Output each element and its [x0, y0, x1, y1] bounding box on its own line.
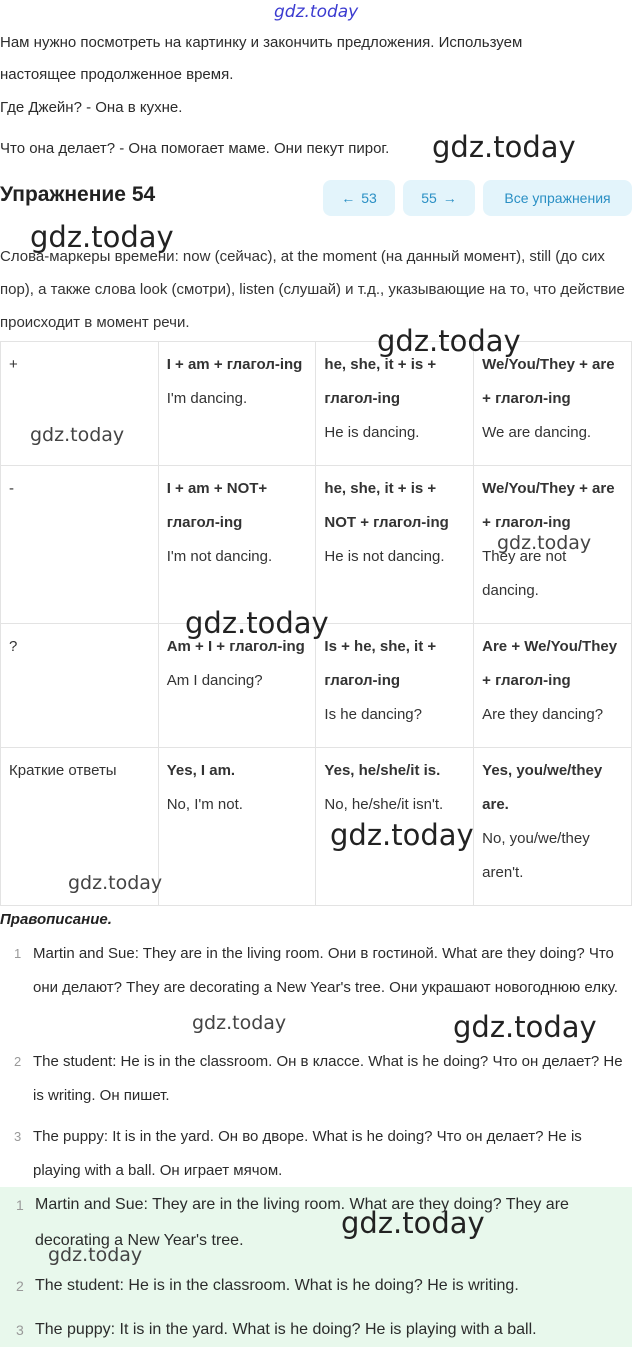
watermark: gdz.today: [48, 1244, 143, 1266]
row-label: Краткие ответы: [1, 748, 159, 906]
table-cell: Is + he, she, it + глагол-ing Is he dancing?: [316, 624, 474, 748]
item-number: 2: [14, 1054, 22, 1069]
list-item: [0, 1120, 632, 1188]
intro-line-4: Что она делает? - Она помогает маме. Они пекут пирог.: [0, 140, 390, 157]
table-cell: Are + We/You/They + глагол-ing Are they dancing?: [474, 624, 632, 748]
intro-line-3: Где Джейн? - Она в кухне.: [0, 99, 183, 116]
table-cell: Yes, you/we/they are. No, you/we/they aren't.: [474, 748, 632, 906]
watermark: gdz.today: [30, 220, 174, 254]
prev-exercise-label: 53: [361, 190, 377, 206]
table-cell: he, she, it + is + глагол-ing He is dancing.: [316, 342, 474, 466]
spelling-label: Правописание.: [0, 911, 112, 928]
table-cell: I + am + NOT+ глагол-ing I'm not dancing.: [158, 466, 316, 624]
table-cell: he, she, it + is + NOT + глагол-ing He is not dancing.: [316, 466, 474, 624]
table-cell: We/You/They + are + глагол-ing They are not dancing.: [474, 466, 632, 624]
all-exercises-button[interactable]: [483, 180, 632, 216]
arrow-left-icon: ←: [341, 190, 356, 206]
list-item: [0, 937, 632, 1005]
time-markers-text: Слова-маркеры времени: now (сейчас), at the moment (на данный момент), still (до сих пор), а также слова look (смотри), listen (слушай) и т.д., указывающие на то, что действие происходит в момент речи.: [0, 248, 625, 331]
table-cell: Yes, I am. No, I'm not.: [158, 748, 316, 906]
item-text: Martin and Sue: They are in the living room. Они в гостиной. What are they doing? Что они делают? They are decorating a New Year's tree. Они украшают новогоднюю елку.: [33, 945, 618, 996]
item-number: 3: [14, 1129, 22, 1144]
next-exercise-label: 55: [421, 190, 437, 206]
answer-number: 3: [16, 1322, 24, 1338]
intro-line-1: Нам нужно посмотреть на картинку и закончить предложения. Используем: [0, 34, 523, 51]
table-cell: Am + I + глагол-ing Am I dancing?: [158, 624, 316, 748]
table-cell: We/You/They + are + глагол-ing We are dancing.: [474, 342, 632, 466]
row-label: +: [1, 342, 159, 466]
row-label: -: [1, 466, 159, 624]
table-cell: Yes, he/she/it is. No, he/she/it isn't.: [316, 748, 474, 906]
answer-text: The student: He is in the classroom. What is he doing? He is writing.: [35, 1277, 519, 1294]
next-exercise-button[interactable]: [403, 180, 475, 216]
answer-number: 2: [16, 1278, 24, 1294]
answer-item: [0, 1268, 632, 1304]
row-label: ?: [1, 624, 159, 748]
answer-item: [0, 1312, 632, 1348]
item-number: 1: [14, 946, 22, 961]
table-row: [1, 342, 632, 466]
arrow-right-icon: →: [442, 190, 457, 206]
watermark: gdz.today: [497, 532, 592, 554]
watermark-top: gdz.today: [274, 2, 359, 22]
watermark: gdz.today: [377, 324, 521, 358]
list-item: [0, 1045, 632, 1113]
answer-number: 1: [16, 1197, 24, 1213]
watermark: gdz.today: [30, 424, 125, 446]
item-text: The student: He is in the classroom. Он в классе. What is he doing? Что он делает? He is writing. Он пишет.: [33, 1053, 623, 1104]
watermark: gdz.today: [341, 1206, 485, 1240]
prev-exercise-button[interactable]: [323, 180, 395, 216]
answer-text: The puppy: It is in the yard. What is he doing? He is playing with a ball.: [35, 1321, 537, 1338]
watermark: gdz.today: [68, 872, 163, 894]
answer-text: Martin and Sue: They are in the living room. What are they doing? They are decorating a New Year's tree.: [35, 1196, 569, 1249]
item-text: The puppy: It is in the yard. Он во дворе. What is he doing? Что он делает? He is playing with a ball. Он играет мячом.: [33, 1128, 582, 1179]
watermark: gdz.today: [330, 818, 474, 852]
all-exercises-label: Все упражнения: [504, 190, 611, 206]
watermark: gdz.today: [453, 1010, 597, 1044]
table-cell: I + am + глагол-ing I'm dancing.: [158, 342, 316, 466]
intro-line-2: настоящее продолженное время.: [0, 66, 234, 83]
exercise-title: Упражнение 54: [0, 183, 156, 206]
watermark: gdz.today: [432, 130, 576, 164]
watermark: gdz.today: [185, 606, 329, 640]
table-row: [1, 624, 632, 748]
watermark: gdz.today: [192, 1012, 287, 1034]
